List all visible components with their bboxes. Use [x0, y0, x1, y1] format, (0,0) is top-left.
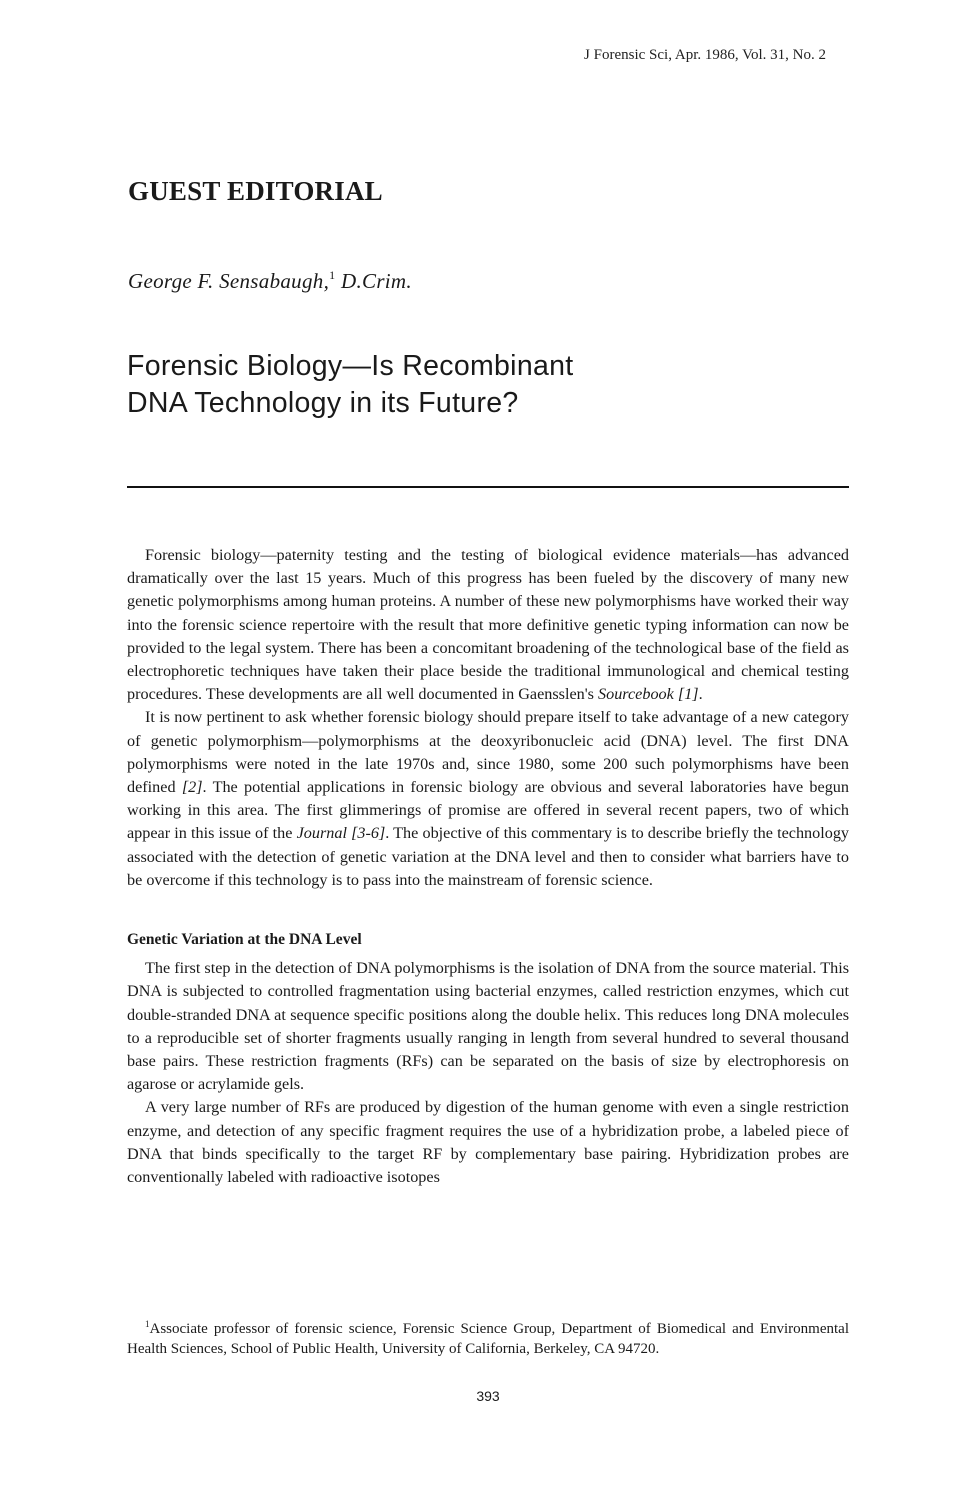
paragraph-2-end: . The objective of this commentary is to describe briefly the technology associated with the detection of genetic variation at the DNA level and then to consider what barriers have to be overcome if this technology is to pass into the mainstream of forensic science.	[127, 824, 850, 889]
author-footnote-mark: 1	[329, 268, 336, 282]
article-title	[127, 348, 574, 422]
section-heading: Genetic Variation at the DNA Level	[127, 931, 362, 949]
reference-2: [2]	[181, 778, 203, 797]
author-line	[128, 268, 412, 294]
footnote-mark: 1	[145, 1319, 150, 1329]
reference-1: [1]	[677, 685, 699, 704]
running-head: J Forensic Sci, Apr. 1986, Vol. 31, No. 2	[584, 47, 826, 63]
paragraph-1-text: Forensic biology—paternity testing and the testing of biological evidence materials—has advanced dramatically over the last 15 years. Much of this progress has been fueled by the discovery of many new genetic polymorphisms among human proteins. A number of these new polymorphisms have worked their way into the forensic science repertoire with the result that more definitive genetic typing information can now be provided to the legal system. There has been a concomitant broadening of the technological base of the field as electrophoretic techniques have taken their place beside the traditional immunological and chemical testing procedures. These developments are all well documented in Gaensslen's	[127, 546, 849, 704]
paragraph-4: A very large number of RFs are produced by digestion of the human genome with even a single restriction enzyme, and detection of any specific fragment requires the use of a hybridization probe, a labeled piece of DNA that binds specifically to the target RF by complementary base pairing. Hybridization probes are conventionally labeled with radioactive isotopes	[127, 1098, 849, 1187]
title-line-1: Forensic Biology—Is Recombinant	[127, 350, 574, 382]
article-body	[127, 544, 849, 1189]
paragraph-2	[127, 706, 849, 892]
sourcebook-italic: Sourcebook	[598, 685, 674, 704]
author-footnote	[127, 1314, 849, 1359]
title-line-2: DNA Technology in its Future?	[127, 387, 519, 419]
section-label: GUEST EDITORIAL	[128, 176, 383, 206]
paragraph-1	[127, 544, 849, 706]
title-divider-rule	[127, 486, 849, 488]
reference-3-6: [3-6]	[351, 824, 386, 843]
page-number: 393	[476, 1388, 500, 1404]
footnote-text: Associate professor of forensic science, Forensic Science Group, Department of Biomedical and Environmental Health Sciences, School of Public Health, University of California, Berkeley, CA 94720.	[127, 1321, 849, 1357]
journal-italic: Journal	[296, 824, 347, 843]
paragraph-3: The first step in the detection of DNA polymorphisms is the isolation of DNA from the source material. This DNA is subjected to controlled fragmentation using bacterial enzymes, called restriction enzymes, which cut double-stranded DNA at sequence specific positions along the double helix. This reduces long DNA molecules to a reproducible set of shorter fragments usually ranging in length from several hundred to several thousand base pairs. These restriction fragments (RFs) can be separated on the basis of size by electrophoresis on agarose or acrylamide gels.	[127, 959, 849, 1094]
paragraph-2-middle: . The potential applications in forensic biology are obvious and several laboratories have begun working in this area. The first glimmerings of promise are offered in several recent papers, two of which appear in this issue of the	[127, 778, 849, 843]
paragraph-1-end: .	[698, 685, 703, 704]
paragraph-2-text: It is now pertinent to ask whether forensic biology should prepare itself to take advantage of a new category of genetic polymorphism—polymorphisms at the deoxyribonucleic acid (DNA) level. The first DNA polymorphisms were noted in the late 1970s and, since 1980, some 200 such polymorphisms have been defined	[127, 708, 849, 797]
author-name: George F. Sensabaugh,	[128, 269, 330, 293]
author-degree: D.Crim.	[341, 269, 412, 293]
